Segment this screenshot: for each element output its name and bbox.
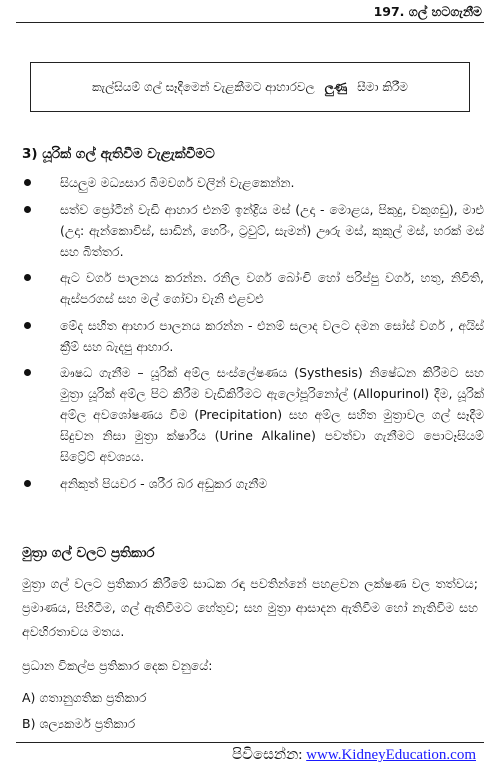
list-item — [22, 267, 484, 309]
bullet-icon — [24, 480, 31, 487]
footer-divider — [16, 742, 484, 743]
footer-label: පිවිසෙන්න: — [231, 747, 303, 763]
banner-text-3: සීමා කිරීම — [357, 79, 408, 94]
treatment-paragraph: මුත්‍රා ගල් වලට ප්‍රතිකාර කිරීමේ සාධක රඳා පවතින්නේ පහළවන ලක්ෂණ වල තත්වය; ප්‍රමාණය, පිහිටීම, ගල් ඇතිවීමට හේතුව; සහ මුත්‍රා ආසාදන ඇතිවීම හෝ නැතිවීම සහ අවහිරතාවය මතය. — [22, 576, 478, 639]
option-b: B) ශල්‍යකර්ම ප්‍රතිකාර — [22, 716, 136, 731]
bullet-icon — [24, 369, 31, 376]
list-item — [22, 172, 484, 193]
banner-text-2: ලුණු — [324, 79, 348, 94]
prevention-list — [22, 172, 484, 499]
list-item — [22, 362, 484, 467]
website-link[interactable]: www.KidneyEducation.com — [306, 747, 476, 763]
list-item-text: ඇට වර්ග පාලනය කරන්න. රනිල වර්ග බෝංචි හෝ පරිප්පු වර්ග, හතු, නිවිති, ඇස්පරගස් සහ මල් ගෝවා වැනි එළවළු — [60, 270, 484, 306]
list-item-text: ඖෂධ ගැනීම – යූරික් අම්ල සංස්ලේෂණය (Systhesis) නිෂේධන කිරීමට සහ මුත්‍රා යූරික් අම්ල පිට කිරීම වැඩිකිරීමට ඇලෝපූරිනෝල් (Allopurinol) දීම, යූරික් අම්ල අවශෝෂණය වීම (Precipitation) සහ අම්ල සහිත මුත්‍රාවල ගල් සෑදීම සිදුවන නිසා මුත්‍රා ක්ෂාරීය (Urine Alkaline) පවත්වා ගැනීමට පොටෑසියම් සිට්‍රේට් අවශ්‍යය. — [60, 365, 484, 464]
info-banner — [30, 62, 470, 112]
bullet-icon — [24, 179, 31, 186]
option-a: A) ගතානුගතික ප්‍රතිකාර — [22, 690, 147, 705]
list-item-text: සියලුම මධ්‍යසාර බීමවර්ග වලින් වැළකෙන්න. — [60, 175, 295, 190]
list-item — [22, 315, 484, 357]
list-item — [22, 473, 484, 494]
footer — [232, 746, 476, 764]
list-item — [22, 199, 484, 262]
header-divider — [16, 22, 484, 23]
page-header: 197. ගල් හටගැනීම — [373, 4, 482, 19]
options-intro: ප්‍රධාන විකල්ප ප්‍රතිකාර දෙක වනුයේ: — [22, 658, 213, 673]
list-item-text: අනිකුත් පියවර - ශරීර බර අඩුකර ගැනීම — [60, 475, 268, 491]
bullet-icon — [24, 206, 31, 213]
list-item-text: මේද සහිත ආහාර පාලනය කරන්න - එනම් සලාද වලට දමන සෝස් වර්ග , අයිස් ක්‍රීම් සහ බැදපු ආහාර. — [60, 317, 484, 354]
bullet-icon — [24, 274, 31, 281]
section-heading-treatment: මුත්‍රා ගල් වලට ප්‍රතිකාර — [22, 545, 155, 561]
section-heading-prevention: 3) යූරික් ගල් ඇතිවීම වැළැක්වීමට — [22, 146, 215, 162]
banner-text-1: කැල්සියම් ගල් සෑදීමෙන් වැළකීමට ආහාරවල — [92, 79, 315, 94]
list-item-text: සත්ව ප්‍රෝටීන් වැඩි ආහාර එනම් ඉන්ද්‍රිය මස් (උදා - මොළය, පිකුදු, වකුගඩු), මාළු (උදා: ඇන්කොවිස්, සාඩින්, හෙරිං, ට්‍රවුට්, සැමන්) ඌරු මස්, කුකුල් මස්, හරක් මස් සහ බිත්තර. — [60, 201, 484, 259]
bullet-icon — [24, 322, 31, 329]
